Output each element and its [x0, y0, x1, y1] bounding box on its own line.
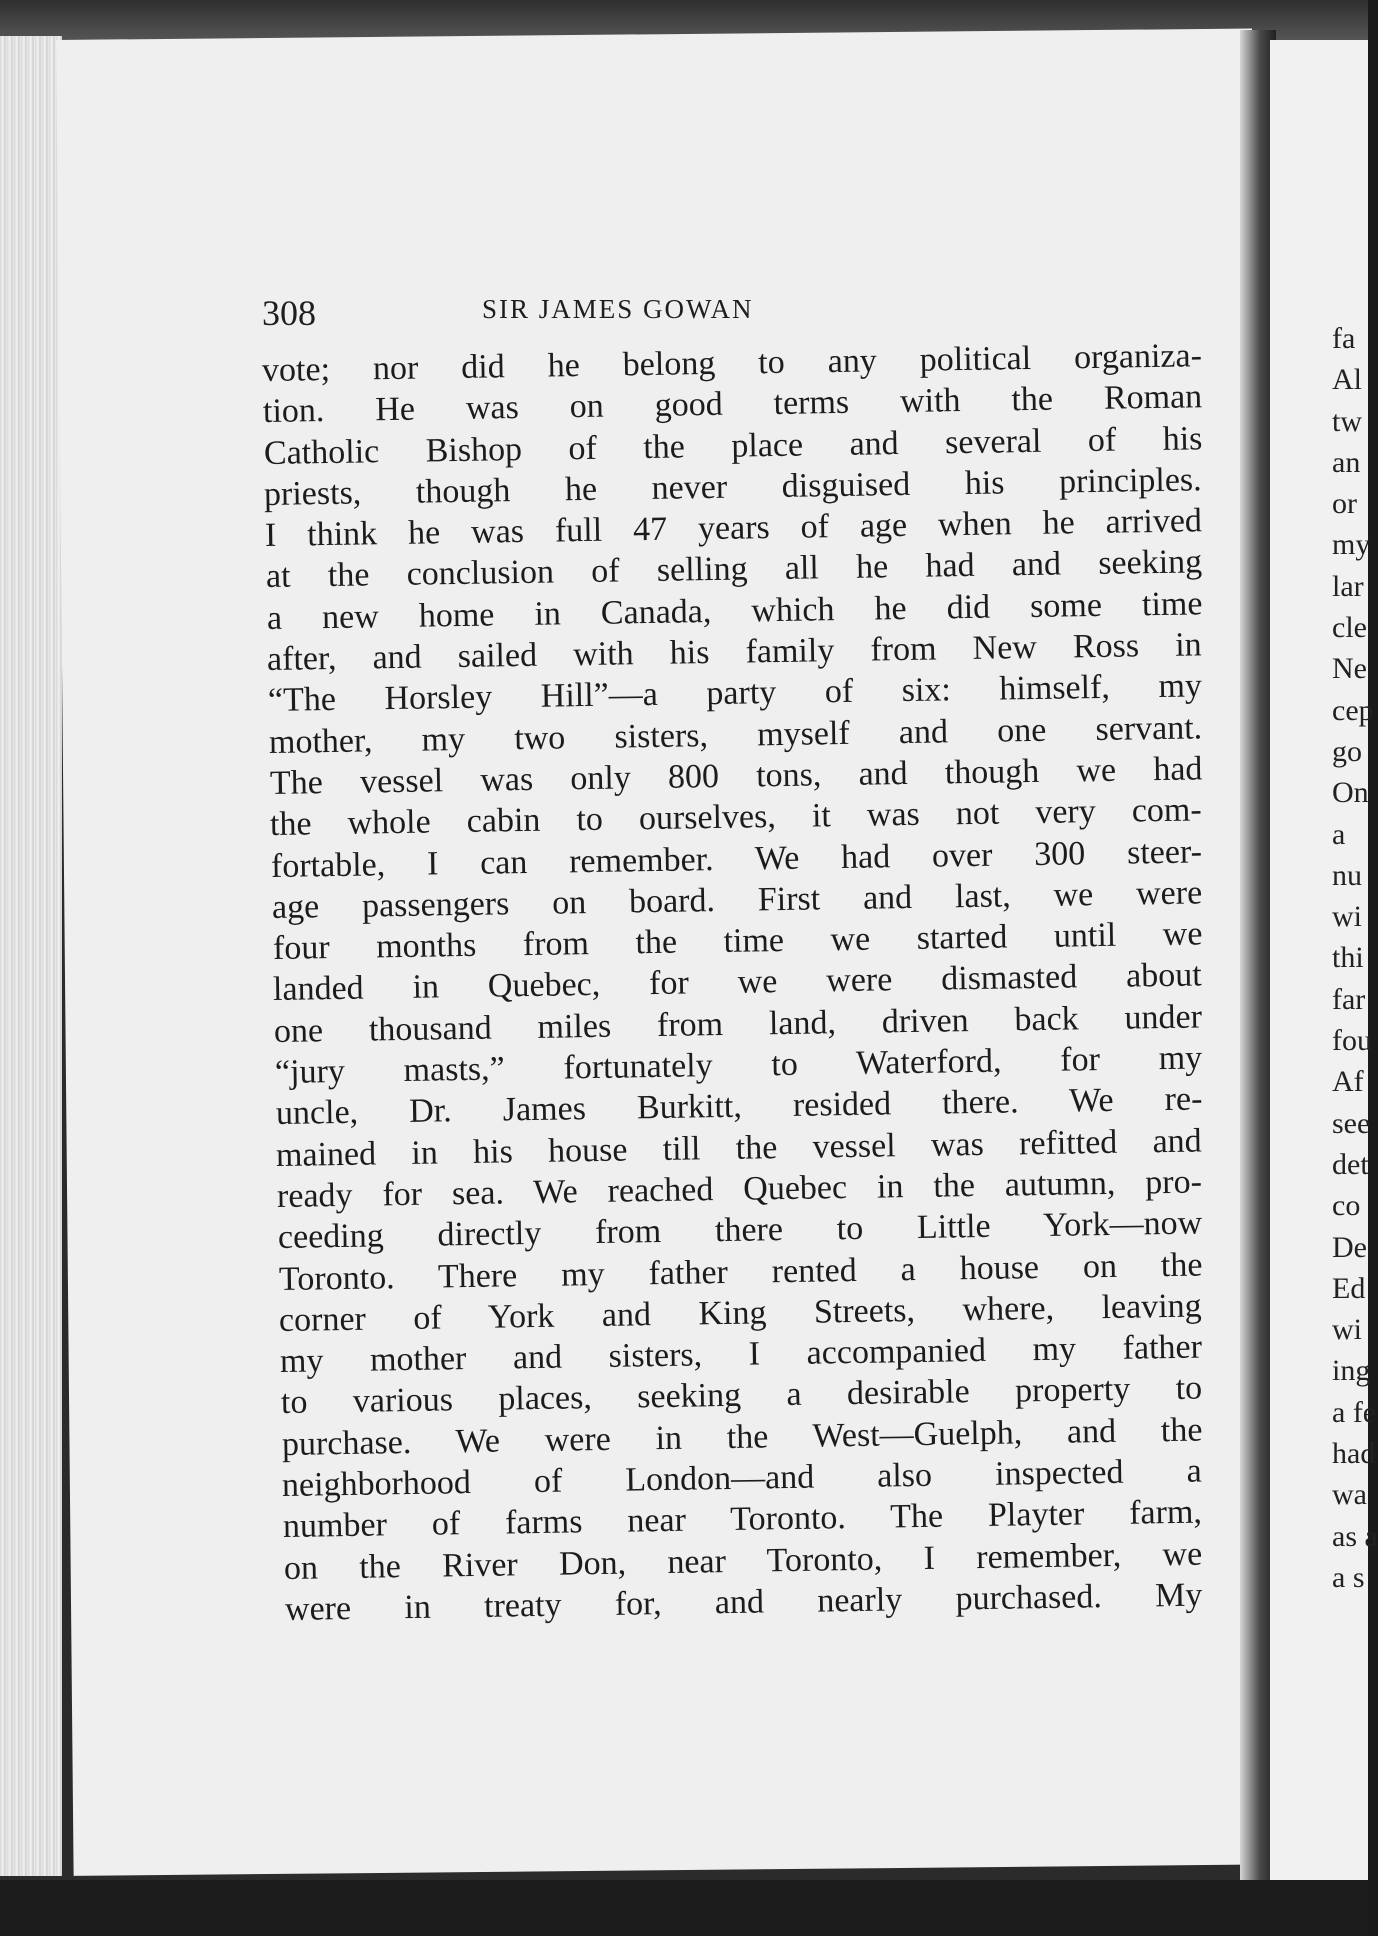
right-page-fragment: Ed	[1332, 1271, 1366, 1305]
right-page-fragment: Al	[1332, 363, 1362, 397]
text-line: one thousand miles from land, driven back under	[273, 998, 1203, 1050]
right-page-fragment: as a	[1332, 1519, 1378, 1553]
text-line: after, and sailed with his family from New Ross in	[266, 626, 1203, 679]
right-page-fragment: Af	[1332, 1065, 1364, 1099]
right-page-fragment: my	[1332, 528, 1371, 562]
text-line: age passengers on board. First and last, we were	[271, 874, 1203, 926]
text-line: a new home in Canada, which he did some time	[266, 585, 1203, 637]
right-page-fragment: thi	[1332, 941, 1364, 975]
right-page-fragment: far	[1332, 982, 1366, 1016]
text-line: Catholic Bishop of the place and several of his	[263, 419, 1203, 472]
body-text	[261, 337, 1203, 1630]
right-page-fragment: On	[1332, 776, 1369, 810]
right-page-fragment: or	[1332, 487, 1357, 521]
right-page-fragment: ing	[1332, 1354, 1371, 1388]
right-page-fragment: lar	[1332, 569, 1364, 603]
page-header	[262, 292, 1202, 336]
right-page-fragment: cle	[1332, 611, 1367, 645]
text-line: uncle, Dr. James Burkitt, resided there. We re-	[275, 1080, 1203, 1133]
right-page-fragment: had	[1332, 1437, 1376, 1471]
right-page-fragment: see	[1332, 1106, 1371, 1140]
right-page-fragment: De	[1332, 1230, 1367, 1264]
right-page-fragments	[1270, 318, 1378, 1598]
right-page-fragment: go	[1332, 734, 1362, 768]
right-page-fragment: a s	[1332, 1560, 1365, 1594]
right-page-fragment: fou	[1332, 1024, 1372, 1058]
text-line: four months from the time we started until we	[272, 915, 1203, 968]
text-line: purchase. We were in the West—Guelph, and the	[281, 1411, 1203, 1463]
right-page-fragment: a fe	[1332, 1395, 1377, 1429]
text-line: Toronto. There my father rented a house on the	[278, 1246, 1203, 1298]
right-page-fragment: nu	[1332, 858, 1362, 892]
text-line: to various places, seeking a desirable property to	[280, 1369, 1203, 1422]
text-line: tion. He was on good terms with the Roman	[262, 378, 1203, 431]
text-line: corner of York and King Streets, where, leaving	[278, 1287, 1203, 1339]
text-line: the whole cabin to ourselves, it was not very com-	[269, 791, 1203, 844]
right-page-fragment: det	[1332, 1147, 1369, 1181]
text-line: The vessel was only 800 tons, and though we had	[269, 750, 1203, 802]
text-line: I think he was full 47 years of age when he arrived	[264, 502, 1203, 555]
text-line: vote; nor did he belong to any political organiza-	[261, 337, 1203, 389]
right-page-fragment: an	[1332, 445, 1361, 479]
right-page-fragment: wi	[1332, 900, 1362, 934]
text-line: landed in Quebec, for we were dismasted about	[272, 956, 1203, 1009]
text-line: “The Horsley Hill”—a party of six: himself, my	[267, 667, 1203, 720]
text-line: mother, my two sisters, myself and one servant.	[268, 709, 1203, 761]
text-line: priests, though he never disguised his principles.	[263, 461, 1203, 513]
right-page-fragment: wi	[1332, 1313, 1362, 1347]
text-line: “jury masts,” fortunately to Waterford, for my	[274, 1039, 1203, 1092]
text-line: mained in his house till the vessel was refitted and	[275, 1122, 1203, 1174]
text-line: neighborhood of London—and also inspected a	[281, 1452, 1203, 1505]
page-number: 308	[262, 293, 316, 333]
right-page-fragment: wa	[1332, 1478, 1367, 1512]
right-page-fragment: tw	[1332, 404, 1362, 438]
right-page-fragment: Ne	[1332, 652, 1367, 686]
text-line: on the River Don, near Toronto, I remember, we	[283, 1535, 1203, 1587]
text-line: ceeding directly from there to Little York—now	[277, 1204, 1203, 1257]
running-head: SIR JAMES GOWAN	[482, 294, 754, 324]
right-page-fragment: a	[1332, 817, 1346, 851]
text-line: my mother and sisters, I accompanied my father	[279, 1328, 1203, 1381]
page-edges	[0, 36, 62, 1876]
text-line: number of farms near Toronto. The Playter farm,	[282, 1493, 1203, 1546]
right-page-fragment: cep	[1332, 693, 1374, 727]
text-line: ready for sea. We reached Quebec in the autumn, pro-	[276, 1163, 1203, 1215]
bottom-shadow	[0, 1880, 1368, 1936]
right-page-fragment: co	[1332, 1189, 1361, 1223]
text-line: were in treaty for, and nearly purchased. My	[284, 1576, 1203, 1628]
text-line: at the conclusion of selling all he had and seeking	[265, 543, 1203, 596]
right-page-fragment: fa	[1332, 322, 1356, 355]
text-line: fortable, I can remember. We had over 300 steer-	[270, 832, 1203, 885]
